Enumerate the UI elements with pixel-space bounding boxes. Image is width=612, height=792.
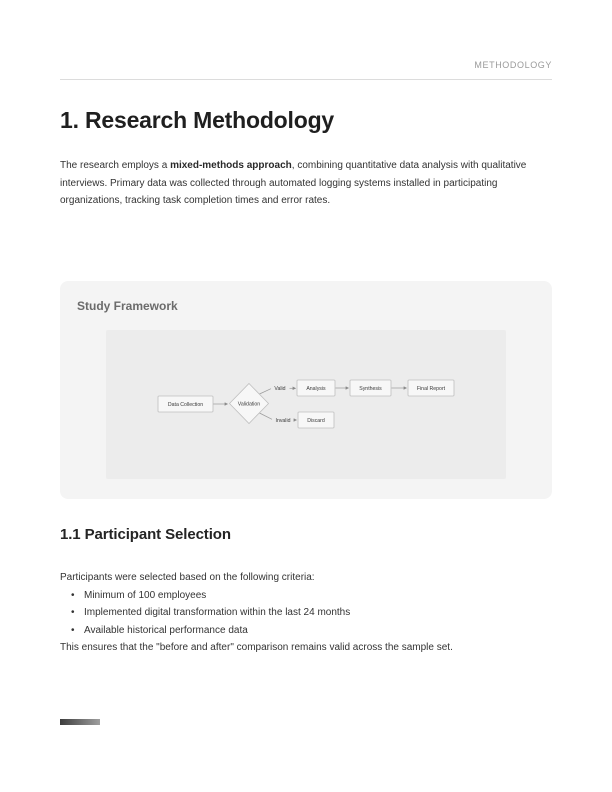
framework-card <box>60 281 552 499</box>
subsection-title: 1.1 Participant Selection <box>60 526 231 543</box>
flow-node-discard-label: Discard <box>307 417 325 424</box>
flow-node-analysis-label: Analysis <box>306 385 326 392</box>
flow-edge-validation-valid-diagonal <box>260 389 272 394</box>
footer-accent-bar <box>60 719 100 725</box>
flow-node-final-report <box>408 380 454 396</box>
header-rule <box>60 79 552 80</box>
criteria-lead: Participants were selected based on the following criteria: <box>60 572 315 583</box>
criteria-item: • Available historical performance data <box>84 622 552 640</box>
flow-node-synthesis <box>350 380 391 396</box>
intro-text-post: , combining quantitative data analysis with qualitative interviews. Primary data was collected through automated logging systems installed in participating organizations, tracking task completion times and error rates. <box>60 160 527 206</box>
flow-node-validation <box>230 384 269 424</box>
flow-node-data-collection <box>158 396 213 412</box>
criteria-list <box>60 587 552 640</box>
intro-text-pre: The research employs a <box>60 160 171 171</box>
flow-edge-validation-invalid-diagonal <box>260 413 273 419</box>
flow-node-discard <box>298 412 334 428</box>
flow-node-data-collection-label: Data Collection <box>167 401 204 408</box>
diagram-panel <box>106 330 506 479</box>
criteria-conclusion: This ensures that the "before and after" comparison remains valid across the sample set. <box>60 642 453 653</box>
intro-text-bold: mixed-methods approach <box>170 160 292 171</box>
criteria-item: • Implemented digital transformation within the last 24 months <box>84 604 552 622</box>
header-kicker: METHODOLOGY <box>474 60 552 70</box>
flow-edge-label-valid: Valid <box>274 386 286 393</box>
flow-node-final-report-label: Final Report <box>416 385 446 392</box>
intro-paragraph <box>60 157 552 210</box>
section-title: 1. Research Methodology <box>60 107 335 133</box>
flow-node-synthesis-label: Synthesis <box>359 385 382 392</box>
flow-node-analysis <box>297 380 335 396</box>
flow-node-validation-label: Validation <box>237 401 261 408</box>
flow-edge-label-invalid: Invalid <box>275 417 291 424</box>
study-flowchart <box>106 330 506 479</box>
framework-card-title: Study Framework <box>77 299 178 313</box>
criteria-block <box>60 569 552 657</box>
criteria-item: • Minimum of 100 employees <box>84 587 552 605</box>
